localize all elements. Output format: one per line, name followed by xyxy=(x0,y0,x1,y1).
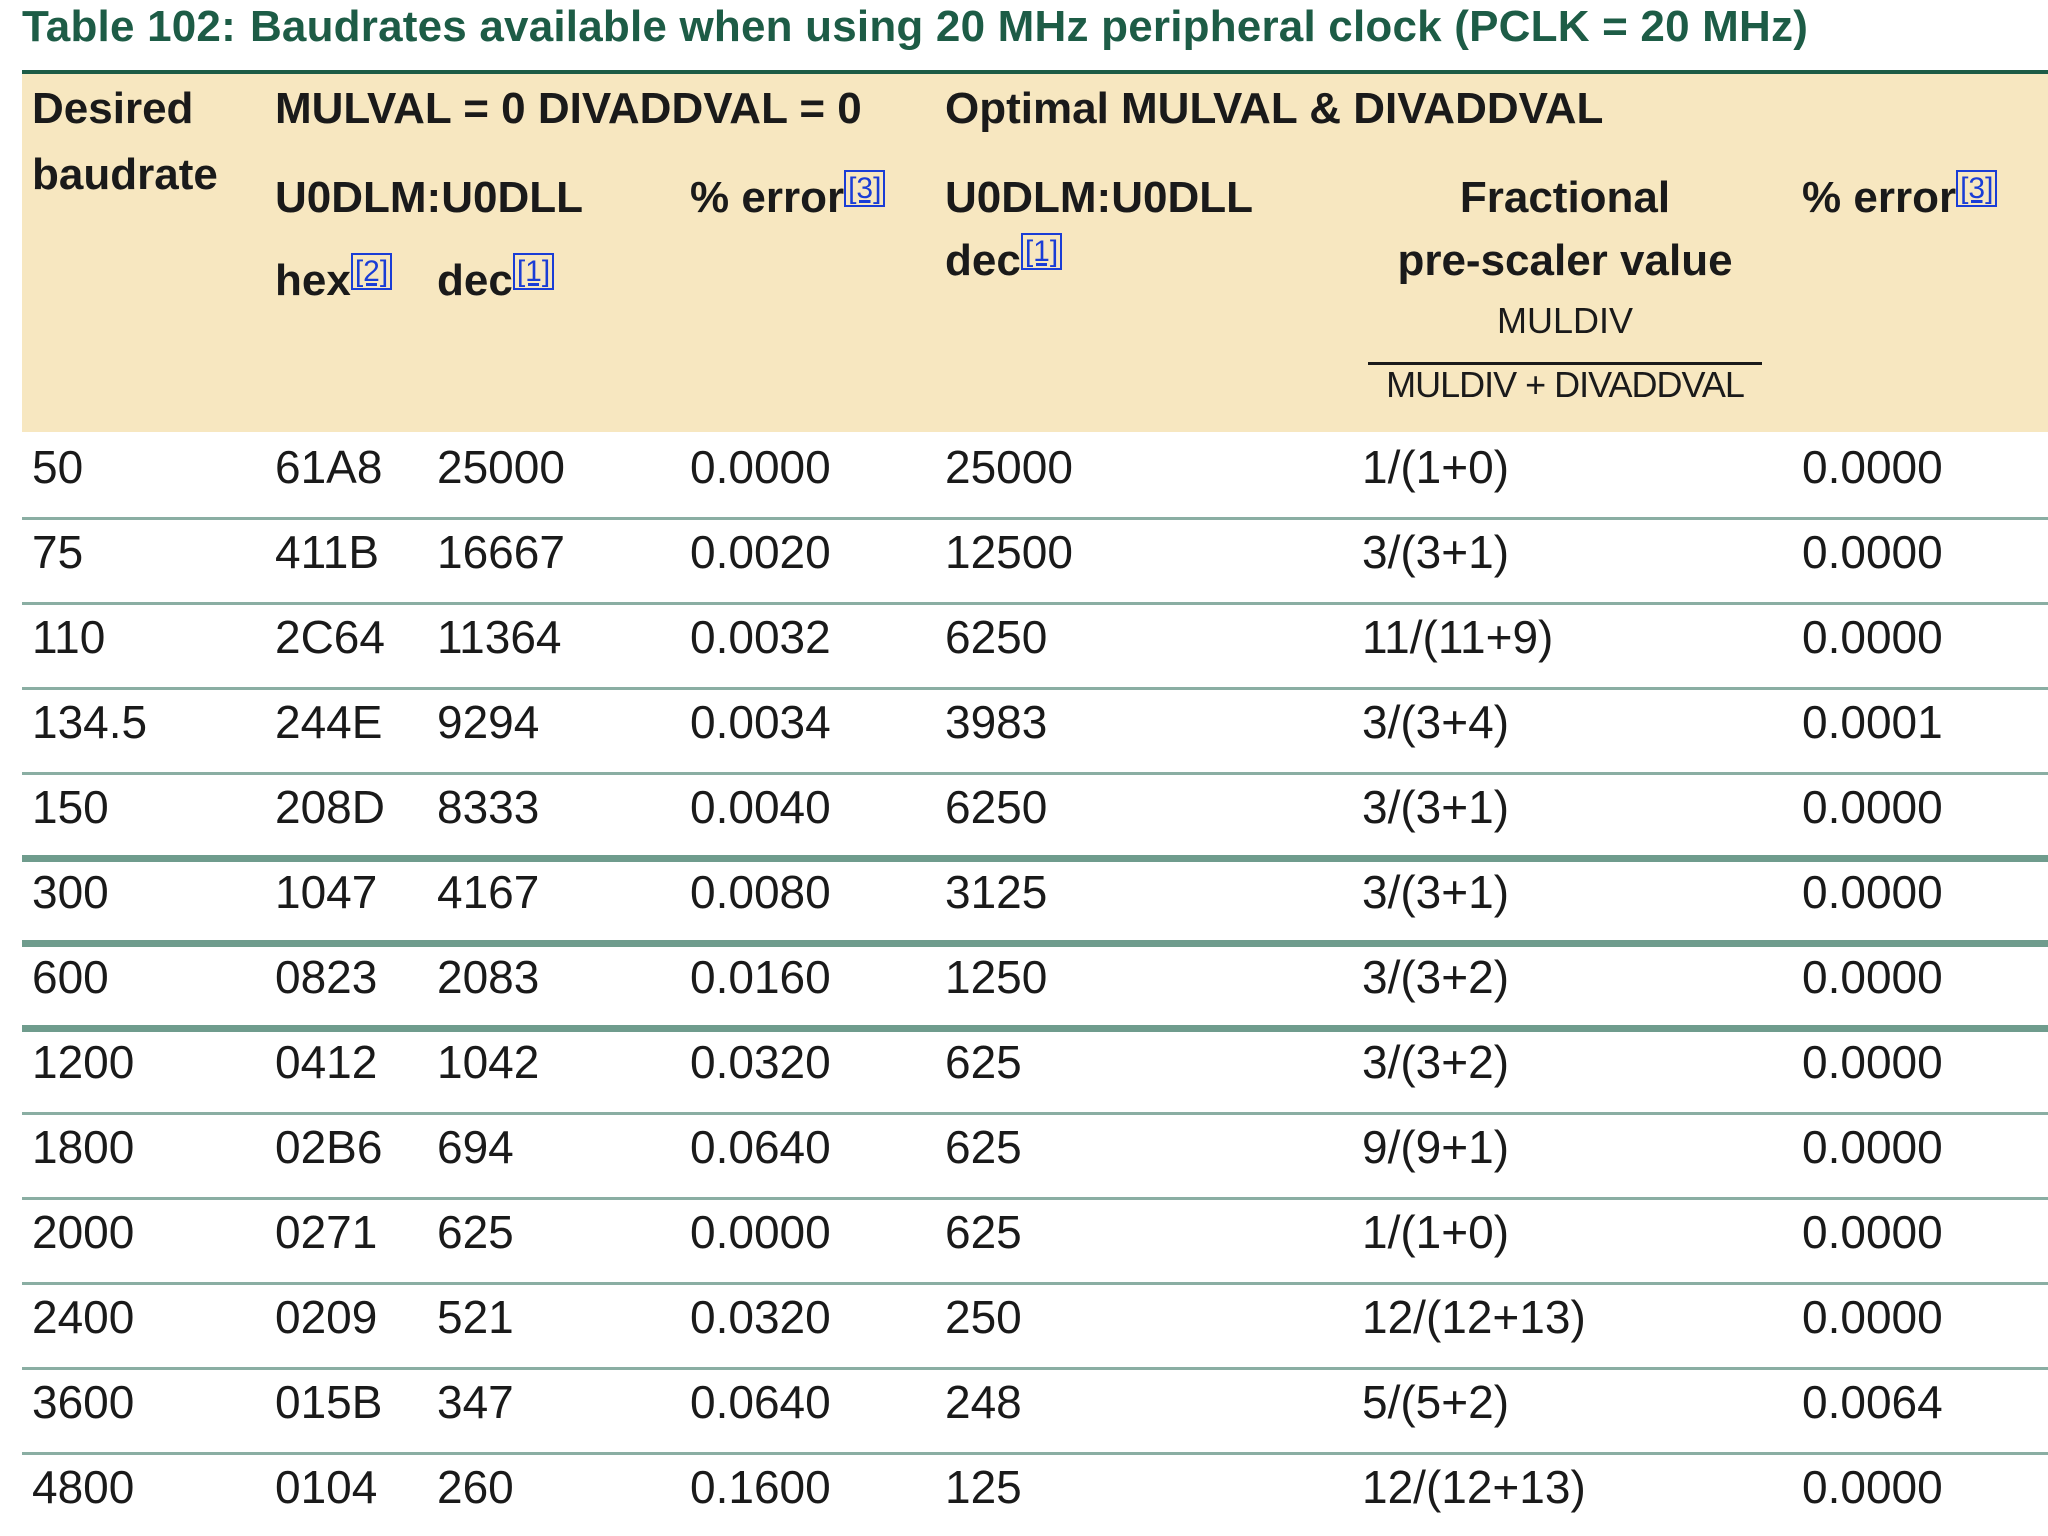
cell-optimal-dec: 248 xyxy=(945,1376,1022,1428)
cell-baudrate: 1200 xyxy=(32,1036,135,1088)
header-fraction-numerator: MULDIV xyxy=(1496,300,1634,341)
cell-hex: 0271 xyxy=(275,1206,378,1258)
cell-optimal-error: 0.0000 xyxy=(1802,526,1943,578)
footnote-link-3[interactable]: [3] xyxy=(844,170,885,207)
header-error-2-label: % error xyxy=(1802,173,1957,222)
cell-optimal-dec: 3125 xyxy=(945,866,1048,918)
cell-hex: 244E xyxy=(275,696,383,748)
cell-dec: 2083 xyxy=(437,951,540,1003)
cell-dec: 1042 xyxy=(437,1036,540,1088)
cell-fractional: 3/(3+4) xyxy=(1362,696,1510,748)
cell-hex: 0209 xyxy=(275,1291,378,1343)
cell-dec: 260 xyxy=(437,1461,514,1513)
footnote-link-1b[interactable]: [1] xyxy=(1021,233,1062,270)
cell-fractional: 12/(12+13) xyxy=(1362,1461,1586,1513)
cell-optimal-dec: 6250 xyxy=(945,611,1048,663)
footnote-link-3b[interactable]: [3] xyxy=(1956,170,1997,207)
cell-error: 0.0320 xyxy=(690,1036,831,1088)
footnote-link-2[interactable]: [2] xyxy=(351,253,392,290)
header-error-1 xyxy=(690,165,885,231)
cell-hex: 2C64 xyxy=(275,611,385,663)
cell-hex: 1047 xyxy=(275,866,378,918)
table-row xyxy=(22,1112,2048,1197)
cell-fractional: 3/(3+1) xyxy=(1362,866,1510,918)
table-row xyxy=(22,1282,2048,1367)
cell-baudrate: 75 xyxy=(32,526,84,578)
header-dec-2 xyxy=(945,228,1062,294)
cell-optimal-dec: 3983 xyxy=(945,696,1048,748)
header-desired-line2: baudrate xyxy=(32,150,218,199)
cell-error: 0.0040 xyxy=(690,781,831,833)
table-caption-label: Table 102: xyxy=(22,2,236,51)
table-row xyxy=(22,1027,2048,1112)
cell-dec: 16667 xyxy=(437,526,565,578)
cell-fractional: 9/(9+1) xyxy=(1362,1121,1510,1173)
cell-optimal-error: 0.0000 xyxy=(1802,951,1943,1003)
cell-dec: 521 xyxy=(437,1291,514,1343)
table-row xyxy=(22,687,2048,772)
cell-optimal-dec: 625 xyxy=(945,1036,1022,1088)
header-desired-line1: Desired xyxy=(32,84,194,133)
cell-optimal-error: 0.0000 xyxy=(1802,1291,1943,1343)
footnote-ref-2[interactable] xyxy=(351,253,392,290)
header-hex-label: hex xyxy=(275,256,351,305)
cell-error: 0.0020 xyxy=(690,526,831,578)
cell-error: 0.0000 xyxy=(690,1206,831,1258)
cell-optimal-dec: 25000 xyxy=(945,441,1073,493)
table-row xyxy=(22,432,2048,517)
cell-baudrate: 3600 xyxy=(32,1376,135,1428)
cell-baudrate: 1800 xyxy=(32,1121,135,1173)
cell-optimal-dec: 625 xyxy=(945,1206,1022,1258)
cell-fractional: 5/(5+2) xyxy=(1362,1376,1510,1428)
header-fractional-line2: pre-scaler value xyxy=(1397,236,1733,285)
cell-optimal-error: 0.0000 xyxy=(1802,1121,1943,1173)
cell-error: 0.1600 xyxy=(690,1461,831,1513)
footnote-ref-3b[interactable] xyxy=(1956,170,1997,207)
footnote-ref-1b[interactable] xyxy=(1021,233,1062,270)
cell-error: 0.0032 xyxy=(690,611,831,663)
table-row xyxy=(22,1367,2048,1452)
table-caption xyxy=(22,2,1808,52)
cell-baudrate: 2000 xyxy=(32,1206,135,1258)
header-u0dlm-u0dll-1: U0DLM:U0DLL xyxy=(275,173,583,222)
cell-optimal-error: 0.0001 xyxy=(1802,696,1943,748)
cell-error: 0.0160 xyxy=(690,951,831,1003)
cell-optimal-error: 0.0000 xyxy=(1802,866,1943,918)
cell-fractional: 12/(12+13) xyxy=(1362,1291,1586,1343)
table-row xyxy=(22,602,2048,687)
cell-error: 0.0640 xyxy=(690,1376,831,1428)
cell-baudrate: 300 xyxy=(32,866,109,918)
header-error-1-label: % error xyxy=(690,173,845,222)
cell-dec: 11364 xyxy=(437,611,562,663)
cell-optimal-dec: 625 xyxy=(945,1121,1022,1173)
table-row xyxy=(22,1197,2048,1282)
header-hex xyxy=(275,248,392,314)
header-fraction-denominator: MULDIV + DIVADDVAL xyxy=(1386,364,1744,405)
cell-error: 0.0034 xyxy=(690,696,831,748)
cell-dec: 625 xyxy=(437,1206,514,1258)
header-group-default: MULVAL = 0 DIVADDVAL = 0 xyxy=(275,84,862,133)
header-fractional-line1: Fractional xyxy=(1459,173,1671,222)
cell-hex: 02B6 xyxy=(275,1121,383,1173)
table-row xyxy=(22,1452,2048,1536)
cell-optimal-dec: 125 xyxy=(945,1461,1022,1513)
cell-baudrate: 50 xyxy=(32,441,84,493)
cell-dec: 347 xyxy=(437,1376,514,1428)
cell-fractional: 1/(1+0) xyxy=(1362,441,1510,493)
cell-hex: 0412 xyxy=(275,1036,378,1088)
cell-dec: 4167 xyxy=(437,866,540,918)
cell-dec: 25000 xyxy=(437,441,565,493)
cell-error: 0.0640 xyxy=(690,1121,831,1173)
cell-dec: 9294 xyxy=(437,696,540,748)
cell-baudrate: 600 xyxy=(32,951,109,1003)
cell-optimal-error: 0.0064 xyxy=(1802,1376,1943,1428)
header-error-2 xyxy=(1802,165,1997,231)
cell-error: 0.0000 xyxy=(690,441,831,493)
table-row xyxy=(22,857,2048,942)
cell-hex: 0104 xyxy=(275,1461,378,1513)
cell-hex: 411B xyxy=(275,526,380,578)
cell-dec: 694 xyxy=(437,1121,514,1173)
cell-optimal-error: 0.0000 xyxy=(1802,1036,1943,1088)
cell-hex: 0823 xyxy=(275,951,378,1003)
header-u0dlm-u0dll-2: U0DLM:U0DLL xyxy=(945,173,1253,222)
cell-fractional: 3/(3+2) xyxy=(1362,1036,1510,1088)
header-desired-baudrate xyxy=(32,76,218,208)
footnote-ref-1[interactable] xyxy=(513,253,554,290)
cell-dec: 8333 xyxy=(437,781,540,833)
header-dec-2-label: dec xyxy=(945,236,1021,285)
cell-baudrate: 134.5 xyxy=(32,696,148,748)
cell-fractional: 3/(3+2) xyxy=(1362,951,1510,1003)
cell-fractional: 1/(1+0) xyxy=(1362,1206,1510,1258)
cell-optimal-error: 0.0000 xyxy=(1802,611,1943,663)
cell-optimal-error: 0.0000 xyxy=(1802,441,1943,493)
cell-optimal-dec: 1250 xyxy=(945,951,1048,1003)
cell-fractional: 11/(11+9) xyxy=(1362,611,1554,663)
cell-hex: 61A8 xyxy=(275,441,383,493)
cell-baudrate: 4800 xyxy=(32,1461,135,1513)
footnote-ref-3[interactable] xyxy=(844,170,885,207)
table-row xyxy=(22,772,2048,857)
header-dec-label: dec xyxy=(437,256,513,305)
header-group-optimal: Optimal MULVAL & DIVADDVAL xyxy=(945,84,1604,133)
cell-optimal-error: 0.0000 xyxy=(1802,1206,1943,1258)
cell-baudrate: 2400 xyxy=(32,1291,135,1343)
cell-optimal-dec: 6250 xyxy=(945,781,1048,833)
table-row xyxy=(22,517,2048,602)
cell-hex: 208D xyxy=(275,781,385,833)
cell-baudrate: 150 xyxy=(32,781,109,833)
cell-error: 0.0320 xyxy=(690,1291,831,1343)
table-row xyxy=(22,942,2048,1027)
footnote-link-1[interactable]: [1] xyxy=(513,253,554,290)
cell-optimal-error: 0.0000 xyxy=(1802,1461,1943,1513)
header-dec xyxy=(437,248,554,314)
cell-optimal-error: 0.0000 xyxy=(1802,781,1943,833)
cell-baudrate: 110 xyxy=(32,611,106,663)
cell-hex: 015B xyxy=(275,1376,383,1428)
cell-fractional: 3/(3+1) xyxy=(1362,781,1510,833)
cell-error: 0.0080 xyxy=(690,866,831,918)
cell-optimal-dec: 12500 xyxy=(945,526,1073,578)
table-caption-text: Baudrates available when using 20 MHz peripheral clock (PCLK = 20 MHz) xyxy=(249,2,1809,51)
cell-fractional: 3/(3+1) xyxy=(1362,526,1510,578)
cell-optimal-dec: 250 xyxy=(945,1291,1022,1343)
